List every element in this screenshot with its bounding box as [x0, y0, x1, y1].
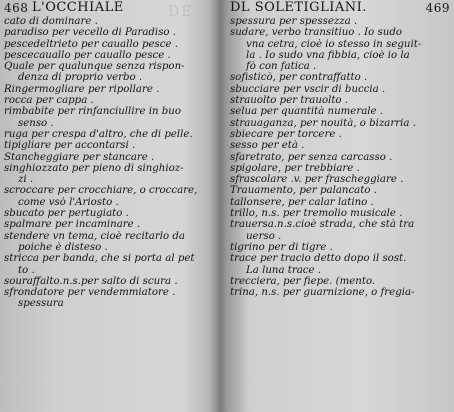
- text-line: ruga per crespa d'altro, che di pelle.: [4, 128, 193, 140]
- text-line: uerso .: [246, 230, 282, 242]
- text-line: selua per quantità numerale .: [230, 106, 384, 118]
- text-line: denza di proprio verbo .: [18, 72, 143, 84]
- text-line: La luna trace .: [246, 264, 322, 276]
- text-line: Trauamento, per palancato .: [230, 185, 377, 197]
- right-page-number: 469: [425, 1, 450, 15]
- text-line: senso .: [18, 117, 54, 129]
- text-line: pescecauallo per cauallo pesce .: [4, 49, 171, 61]
- text-line: pescedeltrieto per cauallo pesce .: [4, 38, 178, 50]
- text-line: come vsò l'Ariosto .: [18, 196, 119, 208]
- text-line: sbucciare per vscir di buccia .: [230, 83, 386, 95]
- text-line: sfrascolare .v. per frascheggiare .: [230, 174, 404, 186]
- text-line: trina, n.s. per guarnizione, o fregia-: [230, 287, 415, 299]
- text-line: sudare, verbo transitiuo . Io sudo: [230, 27, 402, 39]
- text-line: stricca per banda, che si porta al pet: [4, 253, 195, 265]
- text-line: cato di dominare .: [4, 16, 98, 27]
- text-line: Stancheggiare per stancare .: [4, 151, 155, 163]
- text-line: scroccare per crocchiare, o croccare,: [4, 185, 198, 197]
- text-line: stendere vn tema, cioè recitarlo da: [4, 230, 185, 242]
- left-page-number: 468: [4, 1, 29, 15]
- left-running-title: L'OCCHIALE: [32, 0, 124, 15]
- text-line: singhiozzato per pieno di singhioz-: [4, 162, 184, 174]
- text-line: sbiecare per torcere .: [230, 128, 342, 140]
- text-line: Quale per qualunque senza rispon-: [4, 61, 185, 73]
- text-line: spessura per spessezza .: [230, 16, 358, 27]
- right-running-head: [230, 0, 454, 16]
- show-through-text: DE: [168, 4, 194, 20]
- text-line: poiche è disteso .: [18, 241, 108, 253]
- right-running-title: DL SOLETIGLIANI.: [230, 0, 367, 15]
- text-line: to .: [18, 264, 35, 276]
- text-line: strauaganza, per nouità, o bizarria .: [230, 117, 416, 129]
- text-line: strauolto per trauolto .: [230, 95, 349, 107]
- text-line: spigolare, per trebbiare .: [230, 162, 360, 174]
- text-line: souraffalto.n.s.per salto di scura .: [4, 275, 178, 287]
- text-line: trace per tracio detto dopo il sost.: [230, 253, 407, 265]
- text-line: sesso per età .: [230, 140, 305, 152]
- text-line: sbucato per pertugiato .: [4, 208, 129, 220]
- text-line: sfaretrato, per senza carcasso .: [230, 151, 393, 163]
- text-line: trillo, n.s. per tremolio musicale .: [230, 208, 403, 220]
- text-line: trecciera, per fiepe. (mento.: [230, 275, 376, 287]
- text-line: paradiso per vecello di Paradiso .: [4, 27, 177, 39]
- text-line: sofisticò, per contraffatto .: [230, 72, 368, 84]
- text-line: vna cetra, cioè io stesso in seguit-: [246, 38, 422, 50]
- text-line: la . Io sudo vna fibbia, cioè io la: [246, 49, 410, 61]
- text-line: tallonsere, per calar latino .: [230, 196, 374, 208]
- text-line: fò con fatica .: [246, 61, 317, 73]
- right-text-block: [230, 16, 454, 298]
- text-line: sfrondatore per vendemmiatore .: [4, 287, 176, 299]
- text-line: trauersa.n.s.cioè strada, che stà tra: [230, 219, 415, 231]
- text-line: tipigliare per accontarsi .: [4, 140, 136, 152]
- text-line: rocca per cappa .: [4, 95, 94, 107]
- left-page: [0, 0, 218, 412]
- left-text-block: [0, 16, 218, 310]
- left-running-head: [0, 0, 218, 16]
- text-line: zi .: [18, 174, 34, 186]
- text-line: spessura: [18, 298, 64, 310]
- text-line: Ringermogliare per ripollare .: [4, 83, 160, 95]
- text-line: tigrino per di tigre .: [230, 241, 333, 253]
- text-line: rimbabite per rinfanciullire in buo: [4, 106, 181, 118]
- right-page: [230, 0, 454, 412]
- text-line: spalmare per incaminare .: [4, 219, 141, 231]
